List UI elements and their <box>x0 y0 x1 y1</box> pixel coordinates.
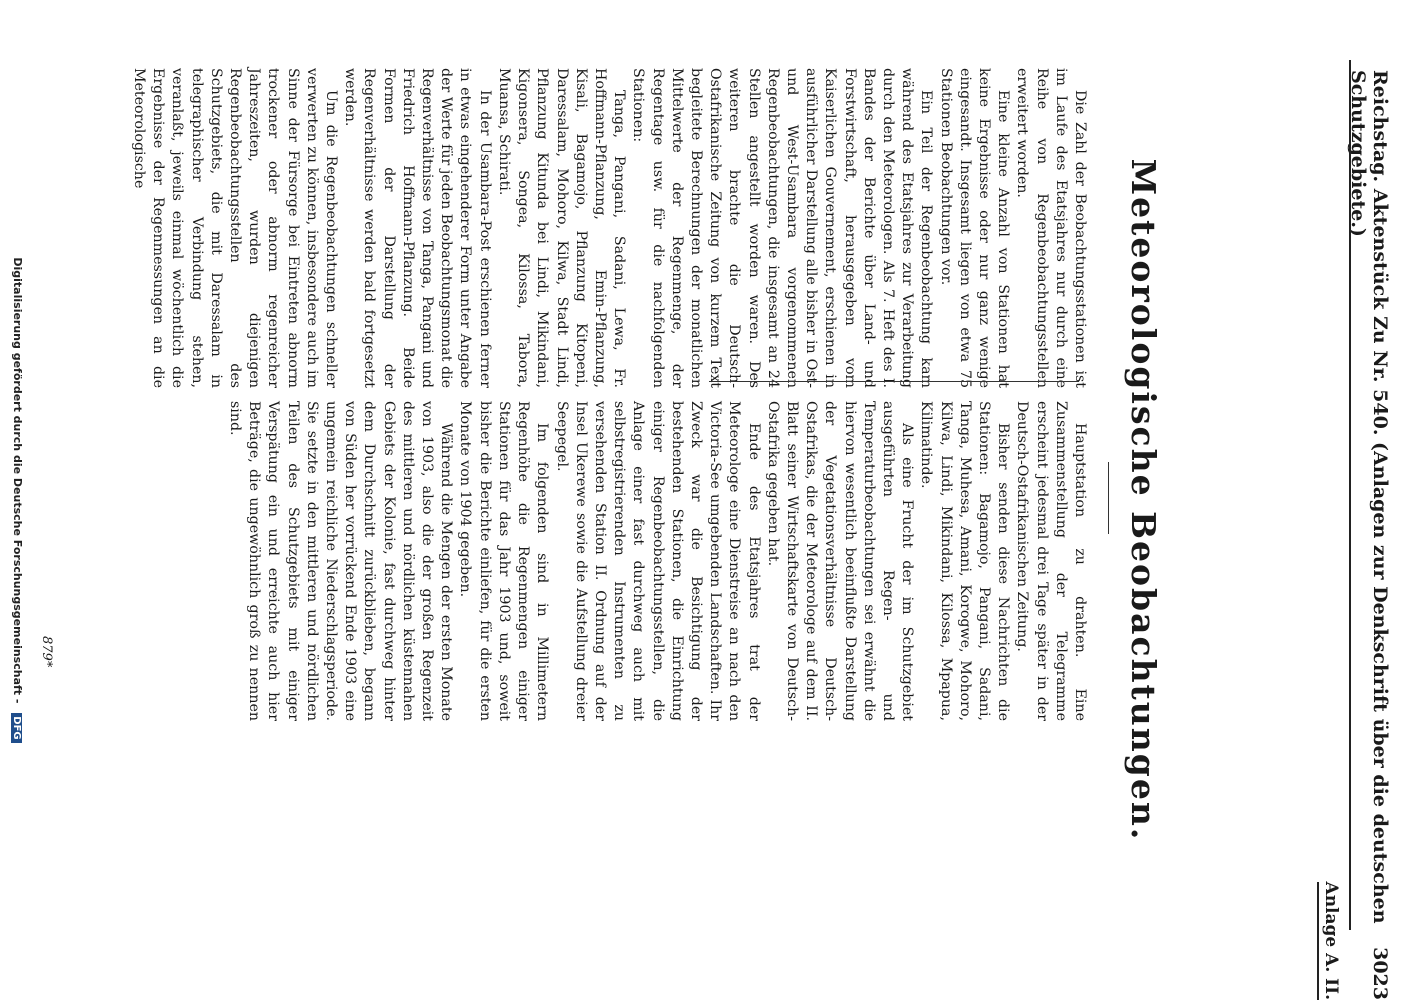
text-column-right <box>225 401 1089 721</box>
paragraph: Tanga, Pangani, Sadani, Lewa, Fr. Hoffmann-Pflanzung, Emin-Pflanzung, Kisali, Bagamojo, Pflanzung Kitopeni, Daressalam, Mohoro, Kilwa, Stadt Lindi, Pflanzung Kitunda bei Lindi, Mikindani, Kigonsera, Songea, Kilossa, Tabora, Muansa, Schirati. <box>495 68 628 388</box>
paragraph: Während die Mengen der ersten Monate von 1903, also die der großen Regenzeit des mittleren und nördlichen küstennahen Gebiets der Kolonie, fast durchweg hinter dem Durchschnitt zurückblieben, begann von Süden her vorrückend Ende 1903 eine ungemein reichliche Niederschlagsperiode. Sie setzte in den mittleren und nördlichen Teilen des Schutzgebiets mit einiger Verspätung ein und erreichte auch hier Beträge, die ungewöhnlich groß zu nennen sind. <box>227 401 455 721</box>
paragraph: Die Zahl der Beobachtungsstationen ist im Laufe des Etatsjahres nur durch eine Reihe von Regenbeobachtungsstellen erweitert worden. <box>1014 68 1088 388</box>
annex-label: Anlage A. II. <box>1317 882 1341 1000</box>
paragraph: Bisher senden diese Nachrichten die Stationen: Bagamojo, Pangani, Sadani, Tanga, Muhesa, Amani, Korogwe, Mohoro, Kilwa, Lindi, Mikindani, Kilossa, Mpapua, Kilimatinde. <box>918 401 1012 721</box>
title-rule <box>1108 462 1109 534</box>
running-head <box>1347 70 1391 1000</box>
column-divider <box>709 381 1079 382</box>
page-footnote-number: 879* <box>39 636 54 668</box>
paragraph: Im folgenden sind in Millimetern Regenhöhe die Regenmengen einiger Stationen für das Jahr 1903 und, soweit bisher die Berichte einliefen, für die ersten Monate von 1904 gegeben. <box>457 401 551 721</box>
credit-text: Digitalisierung gefördert durch die Deutsche Forschungsgemeinschaft - <box>11 257 24 704</box>
dfg-logo: DFG <box>12 713 23 742</box>
paragraph: Als eine Frucht der im Schutzgebiet ausgeführten Regen- und Temperaturbeobachtungen sei erwähnt die hiervon wesentlich beeinflußte Darstellung der Vegetationsverhältnisse Deutsch-Ostafrikas, die der Meteorologe auf dem II. Blatt seiner Wirtschaftskarte von Deutsch-Ostafrika gegeben hat. <box>764 401 916 721</box>
paragraph: In der Usambara-Post erschienen ferner in etwas eingehenderer Form unter Angabe der Werte für jeden Beobachtungsmonat die Regenverhältnisse von Tanga, Pangani und Friedrich Hoffmann-Pflanzung. Beide Formen der Darstellung der Regenverhältnisse werden bald fortgesetzt werden. <box>342 68 493 388</box>
paragraph: Eine kleine Anzahl von Stationen hat keine Ergebnisse oder nur ganz wenige eingesandt. Insgesamt liegen von etwa 75 Stationen Beobachtungen vor. <box>937 68 1012 388</box>
digitization-credit <box>11 0 24 1000</box>
article-title: Meteorologische Beobachtungen. <box>1124 158 1163 842</box>
running-head-title: Reichstag. Aktenstück Zu Nr. 540. (Anlagen zur Denkschrift über die deutschen Schutzgebiete.) <box>1347 70 1391 924</box>
header-rule <box>1349 60 1351 930</box>
text-column-left <box>129 68 1089 388</box>
paragraph: Hauptstation zu drahten. Eine Zusammenstellung der Telegramme erscheint jedesmal drei Tage später in der Deutsch-Ostafrikanischen Zeitung. <box>1014 401 1088 721</box>
paragraph: Ende des Etatsjahres trat der Meteorologe eine Dienstreise an nach den Victoria-See umgebenden Landschaften. Ihr Zweck war die Besichtigung der bestehenden Stationen, die Einrichtung einiger Regenbeobachtungsstellen, die Anlage einer fast durchweg auch mit selbstregistrierenden Instrumenten zu versehenden Station II. Ordnung auf der Insel Ukerewe sowie die Aufstellung dreier Seepegel. <box>553 401 762 721</box>
paragraph: Ein Teil der Regenbeobachtung kam während des Etatsjahres zur Verarbeitung durch den Meteorologen. Als 7. Heft des I. Bandes der Berichte über Land- und Forstwirtschaft, herausgegeben vom Kaiserlichen Gouvernement, erschienen in ausführlicher Darstellung alle bisher in Ost- und West-Usambara vorgenommenen Regenbeobachtungen, die insgesamt an 24 Stellen angestellt worden waren. Des weiteren brachte die Deutsch-Ostafrikanische Zeitung von kurzem Text begleitete Berechnungen der monatlichen Mittelwerte der Regenmenge, der Regentage usw. für die nachfolgenden Stationen: <box>630 68 935 388</box>
paragraph: Um die Regenbeobachtungen schneller verwerten zu können, insbesondere auch im Sinne der Fürsorge bei Eintreten abnorm trockener oder abnorm regenreicher Jahreszeiten, wurden diejenigen Regenbeobachtungsstellen des Schutzgebiets, die mit Daressalam in telegraphischer Verbindung stehen, veranlaßt, jeweils einmal wöchentlich die Ergebnisse der Regenmessungen an die Meteorologische <box>131 68 340 388</box>
page-number: 3023 <box>1369 947 1391 1000</box>
